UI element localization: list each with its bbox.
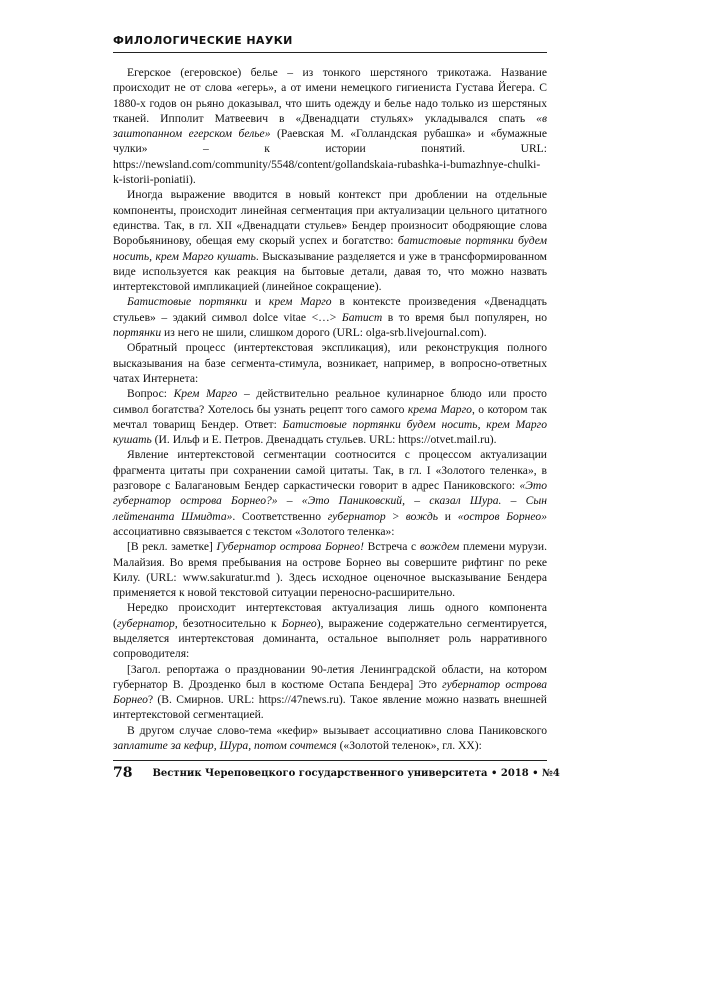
text-run: . Высказывание разделяется и уже в трансформированном виде используется как реакция на бытовые детали, давая то, что можно назвать интертекстовой импликацией (линейное сокращение). bbox=[113, 249, 547, 294]
text-run: ), выражение содержательно сегментируется, выделяется интертекстовая доминанта, остальное выполняет роль нарративного сопроводителя: bbox=[113, 616, 547, 661]
text-run: . Соответственно bbox=[232, 509, 328, 523]
text-run: [В рекл. заметке] bbox=[127, 540, 217, 554]
page-footer bbox=[113, 765, 560, 781]
paragraph bbox=[113, 539, 547, 600]
header-rule bbox=[113, 52, 547, 53]
paragraph bbox=[113, 187, 547, 294]
italic-quote: Крем Марго bbox=[173, 387, 238, 401]
text-run: Обратный процесс (интертекстовая экспликация), или реконструкция полного высказывания на базе сегмента-стимула, возникает, например, в вопросно-ответных чатах Интернета: bbox=[113, 341, 547, 385]
text-run: (Раевская М. «Голландская рубашка» и «бумажные чулки» – к истории понятий. URL: https://newsland.com/community/5548/content/gollandskaia-rubashka-i-bumazhnye-chulki-k-istorii-poniatii). bbox=[113, 127, 547, 187]
paragraph bbox=[113, 723, 547, 754]
text-run: племени мурузи. Малайзия. Во время пребывания на острове Борнео вы совершите рифтинг по реке Килу. (URL: www.sakuratur.md ). Здесь исходное оценочное высказывание Бендера применяется к новой текстовой ситуации переносно-расширительно. bbox=[113, 540, 547, 600]
italic-quote: Батистовые портянки bbox=[127, 295, 248, 309]
italic-quote: портянки bbox=[113, 326, 162, 340]
text-run: Нередко происходит интертекстовая актуализация лишь одного компонента ( bbox=[113, 601, 547, 630]
text-run: (И. Ильф и Е. Петров. Двенадцать стульев. URL: https://otvet.mail.ru). bbox=[151, 433, 497, 447]
text-run: Явление интертекстовой сегментации соотносится с процессом актуализации фрагмента цитаты при сохранении самой цитаты. Так, в гл. I «Золотого теленка», в разговоре с Балагановым Бендер саркастически говорит в адрес Паниковского: bbox=[113, 448, 547, 493]
italic-quote: губернатор bbox=[327, 509, 386, 523]
italic-quote: Батистовые портянки будем носить, крем Марго кушать bbox=[113, 417, 547, 447]
text-run: , о котором так мечтал товарищ Бендер. Ответ: bbox=[113, 402, 547, 431]
italic-quote: «в заштопанном егерском белье» bbox=[113, 111, 547, 141]
paragraph bbox=[113, 340, 547, 386]
text-run: из него не шили, слишком дорого (URL: olga-srb.livejournal.com). bbox=[161, 326, 487, 340]
text-run: Егерское (егеровское) белье – из тонкого шерстяного трикотажа. Название происходит не от слова «егерь», а от имени немецкого гигиениста Густава Йегера. С 1880-х годов он рьяно доказывал, что шить одежду и белье надо только из шерстяных тканей. Ипполит Матвеевич в «Двенадцати стульях» укладывался спать bbox=[113, 66, 547, 125]
text-run: Вопрос: bbox=[127, 387, 174, 401]
text-run: в то время был популярен, но bbox=[382, 310, 547, 324]
paragraph bbox=[113, 662, 547, 723]
page-number: 78 bbox=[113, 765, 133, 781]
text-run: – действительно реальное кулинарное блюдо или просто символ богатства? Хотелось бы узнать рецепт того самого bbox=[113, 387, 547, 416]
paragraph bbox=[113, 294, 547, 340]
text-run: , безотносительно к bbox=[174, 616, 282, 630]
text-run: Иногда выражение вводится в новый контекст при дроблении на отдельные компоненты, происходит линейная сегментация при актуализации цельного цитатного единства. Так, в гл. XII «Двенадцати стульев» Бендер произносит ободряющие слова Воробьянинову, обещая ему скорый успех и богатство: bbox=[113, 188, 547, 248]
paragraph bbox=[113, 447, 547, 539]
footer-rule bbox=[113, 760, 547, 761]
italic-quote: вождем bbox=[419, 540, 460, 554]
text-run: [Загол. репортажа о праздновании 90-летия Ленинградской области, на котором губернатор В. Дрозденко был в костюме Остапа Бендера] Это bbox=[113, 662, 547, 691]
italic-quote: «остров Борнео» bbox=[457, 509, 547, 523]
text-run: и bbox=[438, 509, 458, 523]
text-run: («Золотой теленок», гл. XX): bbox=[336, 739, 482, 753]
text-run: в контексте произведения «Двенадцать стульев» – эдакий символ dolce vitae <…> bbox=[113, 295, 547, 324]
italic-quote: Борнео bbox=[281, 616, 317, 630]
italic-quote: губернатор bbox=[116, 616, 175, 630]
italic-quote: батистовые портянки будем носить, крем Марго кушать bbox=[113, 234, 547, 263]
italic-quote: Губернатор острова Борнео! bbox=[216, 540, 364, 554]
section-header: ФИЛОЛОГИЧЕСКИЕ НАУКИ bbox=[113, 34, 293, 47]
italic-quote: губернатор острова Борнео bbox=[113, 677, 547, 707]
italic-quote: крем Марго bbox=[268, 295, 332, 309]
italic-quote: заплатите за кефир, Шура, потом сочтемся bbox=[113, 739, 337, 753]
text-run: Встреча с bbox=[363, 540, 420, 554]
paragraph bbox=[113, 386, 547, 447]
text-run: ассоциативно связывается с текстом «Золотого теленка»: bbox=[113, 524, 395, 538]
article-body bbox=[113, 65, 547, 753]
italic-quote: Батист bbox=[341, 310, 383, 324]
paragraph bbox=[113, 65, 547, 187]
text-run: В другом случае слово-тема «кефир» вызывает ассоциативно слова Паниковского bbox=[127, 723, 547, 737]
italic-quote: крема Марго bbox=[407, 402, 472, 416]
text-run: > bbox=[385, 509, 406, 523]
text-run: и bbox=[247, 295, 269, 309]
paragraph bbox=[113, 600, 547, 661]
italic-quote: вождь bbox=[405, 509, 439, 523]
text-run: ? (В. Смирнов. URL: https://47news.ru). Такое явление можно назвать внешней интертекстовой сегментацией. bbox=[113, 693, 547, 722]
italic-quote: «Это губернатор острова Борнео?» – «Это Паниковский, – сказал Шура. – Сын лейтенанта Шмидта» bbox=[113, 479, 547, 523]
journal-title: Вестник Череповецкого государственного университета • 2018 • №4 bbox=[152, 768, 560, 779]
